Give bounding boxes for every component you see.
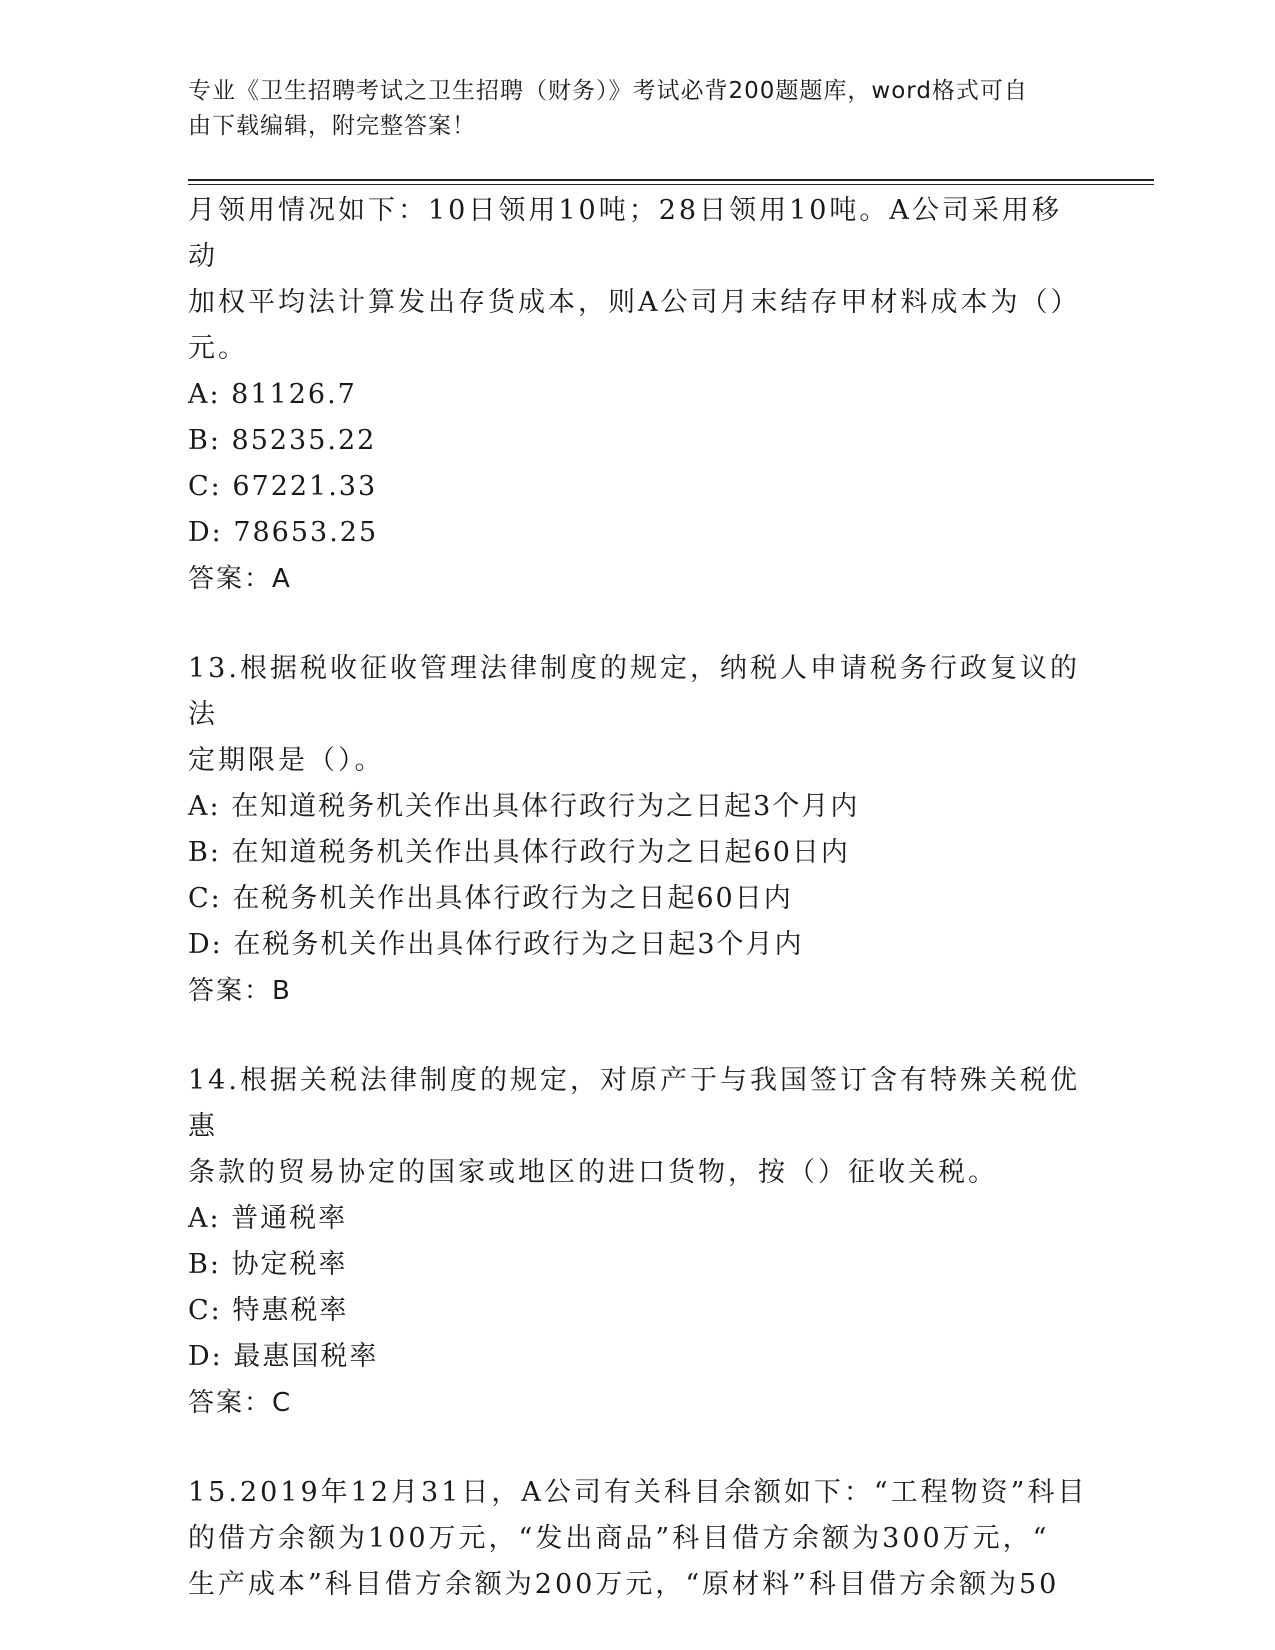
question-text-line: 生产成本”科目借方余额为200万元，“原材料”科目借方余额为50: [188, 1569, 1060, 1600]
question-text-line: 加权平均法计算发出存货成本，则A公司月末结存甲材料成本为（）: [188, 287, 1081, 318]
question-text-line: 15.2019年12月31日，A公司有关科目余额如下：“工程物资”科目: [188, 1477, 1088, 1508]
answer-label: 答案：: [188, 976, 273, 1006]
question-text-line: 13.根据税收征收管理法律制度的规定，纳税人申请税务行政复议的法: [188, 653, 1080, 730]
question-14: [188, 1058, 1088, 1426]
option-c: C: 特惠税率: [188, 1295, 349, 1326]
option-d: D: 78653.25: [188, 517, 379, 548]
question-text-line: 14.根据关税法律制度的规定，对原产于与我国签订含有特殊关税优惠: [188, 1065, 1080, 1142]
answer: [188, 1380, 1088, 1426]
option-b: B: 协定税率: [188, 1249, 348, 1280]
header-title-line-2: 由下载编辑，附完整答案！: [188, 113, 476, 139]
option-a: A: 在知道税务机关作出具体行政行为之日起3个月内: [188, 791, 860, 822]
question-15: [188, 1470, 1088, 1608]
option-b: B: 85235.22: [188, 425, 377, 456]
question-text-line: 定期限是（）。: [188, 745, 385, 776]
option-c: C: 67221.33: [188, 471, 378, 502]
answer-label: 答案：: [188, 564, 273, 594]
question-12-continuation: [188, 188, 1088, 602]
header-divider-thick: [188, 179, 1154, 181]
document-header: [188, 74, 1068, 144]
question-13: [188, 646, 1088, 1014]
answer-value: C: [272, 1388, 291, 1418]
option-d: D: 最惠国税率: [188, 1341, 379, 1372]
answer: [188, 968, 1088, 1014]
question-text-line: 元。: [188, 333, 248, 364]
answer-label: 答案：: [188, 1388, 273, 1418]
answer-value: A: [272, 564, 290, 594]
question-text-line: 条款的贸易协定的国家或地区的进口货物，按（）征收关税。: [188, 1157, 998, 1188]
question-text-line: 月领用情况如下：10日领用10吨；28日领用10吨。A公司采用移动: [188, 195, 1062, 272]
option-a: A: 81126.7: [188, 379, 357, 410]
option-a: A: 普通税率: [188, 1203, 348, 1234]
answer-value: B: [272, 976, 290, 1006]
answer: [188, 556, 1088, 602]
question-text-line: 的借方余额为100万元，“发出商品”科目借方余额为300万元，“: [188, 1523, 1050, 1554]
header-divider-thin: [188, 184, 1154, 185]
option-d: D: 在税务机关作出具体行政行为之日起3个月内: [188, 929, 804, 960]
header-title-line-1: 专业《卫生招聘考试之卫生招聘（财务）》考试必背200题题库，word格式可自: [188, 78, 1028, 104]
document-body: [188, 188, 1088, 1608]
option-c: C: 在税务机关作出具体行政行为之日起60日内: [188, 883, 793, 914]
option-b: B: 在知道税务机关作出具体行政行为之日起60日内: [188, 837, 850, 868]
